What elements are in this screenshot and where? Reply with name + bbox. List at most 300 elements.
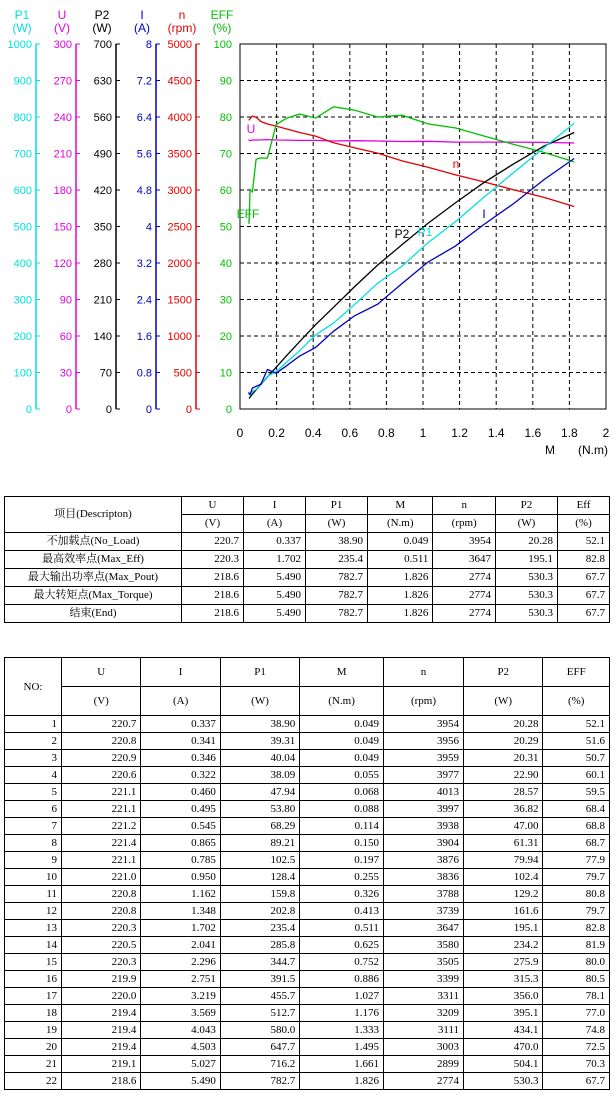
y-tick-label-n: 5000: [167, 39, 192, 51]
table-row: [5, 1022, 610, 1039]
table-row: [5, 954, 610, 971]
y-tick-label-n: 4000: [167, 112, 192, 124]
detail-value-cell: 51.6: [543, 733, 610, 750]
summary-value-cell: 82.8: [558, 551, 610, 569]
detail-value-cell: 530.3: [464, 1073, 543, 1090]
y-axis-name-n: n: [178, 8, 186, 22]
detail-row-number: 14: [5, 937, 62, 954]
y-tick-label-n: 3000: [167, 185, 192, 197]
y-tick-label-n: 500: [173, 367, 192, 380]
detail-value-cell: 47.00: [464, 818, 543, 835]
y-tick-label-p1: 0: [25, 404, 32, 416]
detail-value-cell: 3836: [383, 869, 463, 886]
x-tick-label: 0.8: [378, 426, 395, 440]
y-tick-label-p2: 560: [93, 112, 112, 124]
detail-row-number: 21: [5, 1056, 62, 1073]
x-tick-label: 1.2: [451, 426, 468, 440]
table-row: [5, 733, 610, 750]
summary-value-cell: 782.7: [306, 569, 368, 587]
detail-value-cell: 4.503: [141, 1039, 220, 1056]
y-tick-label-n: 4500: [167, 75, 192, 88]
detail-value-cell: 356.0: [464, 988, 543, 1005]
detail-table: [4, 657, 610, 1090]
y-tick-label-p1: 200: [13, 331, 32, 343]
table-row: [5, 852, 610, 869]
summary-value-cell: 235.4: [306, 551, 368, 569]
detail-header-cell: P2: [464, 658, 543, 687]
y-tick-label-i: 4.8: [136, 185, 152, 197]
summary-value-cell: 67.7: [558, 569, 610, 587]
detail-value-cell: 61.31: [464, 835, 543, 852]
table-row: [5, 750, 610, 767]
detail-value-cell: 102.4: [464, 869, 543, 886]
y-tick-label-p2: 0: [105, 404, 112, 416]
detail-row-number: 13: [5, 920, 62, 937]
detail-value-cell: 219.4: [62, 1022, 141, 1039]
detail-value-cell: 0.545: [141, 818, 220, 835]
detail-value-cell: 3956: [383, 733, 463, 750]
detail-unit-cell: (A): [141, 687, 220, 716]
summary-row: [5, 569, 610, 587]
summary-unit-cell: (W): [306, 515, 368, 533]
x-tick-label: 1: [419, 426, 427, 440]
y-tick-label-p1: 900: [13, 75, 32, 88]
detail-value-cell: 0.068: [300, 784, 384, 801]
detail-value-cell: 2.296: [141, 954, 220, 971]
detail-value-cell: 0.197: [300, 852, 384, 869]
detail-value-cell: 3647: [383, 920, 463, 937]
summary-header-cell: I: [244, 497, 306, 515]
series-line-u: [249, 140, 574, 143]
detail-value-cell: 3954: [383, 716, 463, 733]
detail-value-cell: 102.5: [220, 852, 299, 869]
series-label-u: U: [246, 122, 256, 136]
summary-unit-cell: (N.m): [368, 515, 433, 533]
x-tick-label: 0.2: [268, 426, 285, 440]
summary-value-cell: 1.826: [368, 569, 433, 587]
summary-value-cell: 220.7: [182, 533, 244, 551]
y-tick-label-i: 3.2: [136, 258, 152, 270]
y-tick-label-p2: 700: [93, 39, 112, 51]
detail-value-cell: 159.8: [220, 886, 299, 903]
series-label-i: I: [482, 207, 486, 221]
detail-unit-cell: (%): [543, 687, 610, 716]
detail-value-cell: 0.049: [300, 733, 384, 750]
detail-row-number: 9: [5, 852, 62, 869]
detail-value-cell: 2.041: [141, 937, 220, 954]
y-tick-label-eff: 60: [219, 185, 232, 197]
detail-value-cell: 220.5: [62, 937, 141, 954]
detail-value-cell: 3788: [383, 886, 463, 903]
detail-value-cell: 315.3: [464, 971, 543, 988]
detail-value-cell: 195.1: [464, 920, 543, 937]
detail-value-cell: 716.2: [220, 1056, 299, 1073]
detail-value-cell: 161.6: [464, 903, 543, 920]
detail-value-cell: 70.3: [543, 1056, 610, 1073]
detail-value-cell: 0.785: [141, 852, 220, 869]
detail-row-number: 4: [5, 767, 62, 784]
detail-value-cell: 129.2: [464, 886, 543, 903]
detail-value-cell: 4013: [383, 784, 463, 801]
detail-value-cell: 39.31: [220, 733, 299, 750]
detail-value-cell: 221.0: [62, 869, 141, 886]
summary-value-cell: 2774: [433, 587, 496, 605]
y-tick-label-p1: 400: [13, 258, 32, 270]
y-tick-label-u: 0: [65, 404, 72, 416]
summary-value-cell: 5.490: [244, 569, 306, 587]
detail-value-cell: 1.333: [300, 1022, 384, 1039]
y-tick-label-n: 1000: [167, 331, 192, 343]
detail-row-number: 1: [5, 716, 62, 733]
summary-value-cell: 67.7: [558, 605, 610, 623]
detail-row-number: 10: [5, 869, 62, 886]
y-tick-label-i: 5.6: [136, 148, 152, 161]
detail-header-cell: n: [383, 658, 463, 687]
detail-value-cell: 782.7: [220, 1073, 299, 1090]
detail-header-cell: EFF: [543, 658, 610, 687]
y-tick-label-p2: 280: [93, 258, 112, 270]
summary-header-cell: P1: [306, 497, 368, 515]
detail-row-number: 19: [5, 1022, 62, 1039]
summary-value-cell: 38.90: [306, 533, 368, 551]
detail-value-cell: 219.4: [62, 1005, 141, 1022]
detail-value-cell: 0.341: [141, 733, 220, 750]
detail-value-cell: 1.661: [300, 1056, 384, 1073]
detail-value-cell: 219.9: [62, 971, 141, 988]
summary-header-cell: n: [433, 497, 496, 515]
detail-value-cell: 3.569: [141, 1005, 220, 1022]
series-label-eff: EFF: [236, 207, 260, 221]
y-tick-label-u: 30: [59, 367, 72, 380]
detail-value-cell: 68.29: [220, 818, 299, 835]
summary-value-cell: 218.6: [182, 569, 244, 587]
y-tick-label-n: 1500: [167, 294, 192, 307]
y-tick-label-i: 2.4: [136, 294, 152, 307]
detail-row-number: 12: [5, 903, 62, 920]
y-tick-label-p1: 800: [13, 112, 32, 124]
detail-value-cell: 1.027: [300, 988, 384, 1005]
y-tick-label-u: 150: [53, 221, 72, 234]
detail-row-number: 20: [5, 1039, 62, 1056]
x-axis-label: M: [545, 443, 555, 457]
x-tick-label: 1.4: [487, 426, 505, 440]
y-tick-label-p2: 350: [93, 221, 112, 234]
summary-value-cell: 782.7: [306, 605, 368, 623]
detail-value-cell: 20.31: [464, 750, 543, 767]
summary-value-cell: 195.1: [495, 551, 557, 569]
detail-row-number: 11: [5, 886, 62, 903]
detail-value-cell: 0.114: [300, 818, 384, 835]
detail-value-cell: 3959: [383, 750, 463, 767]
detail-value-cell: 59.5: [543, 784, 610, 801]
y-tick-label-p2: 140: [93, 331, 112, 343]
detail-value-cell: 0.337: [141, 716, 220, 733]
x-tick-label: 1.6: [524, 426, 542, 440]
summary-value-cell: 2774: [433, 569, 496, 587]
detail-value-cell: 0.049: [300, 716, 384, 733]
summary-value-cell: 52.1: [558, 533, 610, 551]
detail-value-cell: 0.049: [300, 750, 384, 767]
motor-performance-chart: [0, 0, 616, 470]
summary-row: [5, 605, 610, 623]
detail-value-cell: 3977: [383, 767, 463, 784]
summary-table: [4, 496, 610, 623]
detail-value-cell: 0.326: [300, 886, 384, 903]
summary-value-cell: 3647: [433, 551, 496, 569]
detail-value-cell: 3876: [383, 852, 463, 869]
detail-row-number: 8: [5, 835, 62, 852]
summary-unit-cell: (A): [244, 515, 306, 533]
x-tick-label: 1.8: [561, 426, 578, 440]
summary-header-row: [5, 497, 610, 515]
detail-value-cell: 2899: [383, 1056, 463, 1073]
detail-header-cell: I: [141, 658, 220, 687]
detail-value-cell: 0.460: [141, 784, 220, 801]
summary-value-cell: 1.826: [368, 587, 433, 605]
y-tick-label-u: 120: [53, 258, 72, 270]
y-axis-name-u: U: [57, 8, 67, 22]
y-axis-unit-n: (rpm): [167, 21, 197, 35]
detail-value-cell: 0.865: [141, 835, 220, 852]
detail-value-cell: 3580: [383, 937, 463, 954]
series-label-n: n: [452, 157, 460, 171]
summary-value-cell: 1.826: [368, 605, 433, 623]
detail-value-cell: 5.490: [141, 1073, 220, 1090]
y-tick-label-eff: 20: [219, 331, 232, 343]
summary-unit-cell: (rpm): [433, 515, 496, 533]
detail-row-number: 15: [5, 954, 62, 971]
summary-unit-cell: (W): [495, 515, 557, 533]
detail-value-cell: 1.702: [141, 920, 220, 937]
summary-row: [5, 551, 610, 569]
detail-value-cell: 220.8: [62, 903, 141, 920]
detail-header-cell: M: [300, 658, 384, 687]
summary-value-cell: 0.337: [244, 533, 306, 551]
detail-value-cell: 80.0: [543, 954, 610, 971]
detail-value-cell: 68.8: [543, 818, 610, 835]
summary-value-cell: 0.049: [368, 533, 433, 551]
series-line-i: [249, 159, 574, 395]
y-tick-label-u: 90: [59, 294, 72, 307]
y-tick-label-n: 0: [185, 404, 192, 416]
summary-value-cell: 1.702: [244, 551, 306, 569]
detail-value-cell: 79.7: [543, 869, 610, 886]
summary-row: [5, 533, 610, 551]
detail-value-cell: 79.7: [543, 903, 610, 920]
detail-value-cell: 3997: [383, 801, 463, 818]
detail-value-cell: 38.09: [220, 767, 299, 784]
detail-value-cell: 0.511: [300, 920, 384, 937]
summary-row-label: 最大转矩点(Max_Torque): [5, 587, 182, 605]
y-tick-label-i: 0.8: [136, 367, 152, 380]
detail-value-cell: 0.322: [141, 767, 220, 784]
summary-value-cell: 0.511: [368, 551, 433, 569]
summary-unit-cell: (%): [558, 515, 610, 533]
detail-value-cell: 0.088: [300, 801, 384, 818]
x-tick-label: 0: [236, 426, 244, 440]
detail-value-cell: 220.8: [62, 886, 141, 903]
detail-header-row: [5, 658, 610, 687]
detail-value-cell: 221.1: [62, 852, 141, 869]
detail-value-cell: 0.150: [300, 835, 384, 852]
detail-value-cell: 234.2: [464, 937, 543, 954]
detail-value-cell: 1.162: [141, 886, 220, 903]
y-tick-label-u: 60: [59, 331, 72, 343]
detail-value-cell: 3111: [383, 1022, 463, 1039]
summary-row-label: 不加载点(No_Load): [5, 533, 182, 551]
detail-value-cell: 1.348: [141, 903, 220, 920]
table-row: [5, 1073, 610, 1090]
y-tick-label-p2: 630: [93, 75, 112, 88]
detail-value-cell: 2774: [383, 1073, 463, 1090]
x-axis-unit: (N.m): [578, 443, 608, 457]
y-axis-name-eff: EFF: [210, 8, 234, 22]
y-tick-label-p1: 600: [13, 185, 32, 197]
detail-value-cell: 80.5: [543, 971, 610, 988]
detail-value-cell: 0.950: [141, 869, 220, 886]
detail-header-cell: P1: [220, 658, 299, 687]
detail-row-number: 22: [5, 1073, 62, 1090]
table-row: [5, 767, 610, 784]
detail-value-cell: 22.90: [464, 767, 543, 784]
summary-row-label: 结束(End): [5, 605, 182, 623]
y-tick-label-u: 180: [53, 185, 72, 197]
table-row: [5, 1056, 610, 1073]
detail-value-cell: 50.7: [543, 750, 610, 767]
detail-value-cell: 221.1: [62, 801, 141, 818]
summary-value-cell: 5.490: [244, 605, 306, 623]
y-tick-label-u: 270: [53, 75, 72, 88]
y-tick-label-i: 8: [145, 39, 152, 51]
table-row: [5, 784, 610, 801]
detail-value-cell: 40.04: [220, 750, 299, 767]
summary-value-cell: 220.3: [182, 551, 244, 569]
series-line-n: [246, 116, 574, 206]
y-tick-label-p1: 100: [13, 367, 32, 380]
detail-value-cell: 0.886: [300, 971, 384, 988]
y-tick-label-n: 3500: [167, 148, 192, 161]
detail-value-cell: 0.625: [300, 937, 384, 954]
detail-value-cell: 218.6: [62, 1073, 141, 1090]
detail-value-cell: 3739: [383, 903, 463, 920]
y-tick-label-eff: 90: [219, 75, 232, 88]
detail-unit-cell: (W): [464, 687, 543, 716]
table-row: [5, 869, 610, 886]
y-tick-label-eff: 0: [225, 404, 232, 416]
summary-value-cell: 782.7: [306, 587, 368, 605]
detail-row-number: 3: [5, 750, 62, 767]
table-row: [5, 920, 610, 937]
detail-value-cell: 20.29: [464, 733, 543, 750]
summary-value-cell: 218.6: [182, 605, 244, 623]
detail-value-cell: 79.94: [464, 852, 543, 869]
summary-row: [5, 587, 610, 605]
y-tick-label-p2: 70: [99, 367, 112, 380]
detail-value-cell: 3938: [383, 818, 463, 835]
detail-unit-cell: (V): [62, 687, 141, 716]
detail-header-cell: U: [62, 658, 141, 687]
detail-row-number: 17: [5, 988, 62, 1005]
y-tick-label-i: 4: [145, 221, 152, 234]
summary-value-cell: 20.28: [495, 533, 557, 551]
y-tick-label-eff: 50: [219, 221, 232, 234]
y-tick-label-eff: 40: [219, 258, 232, 270]
detail-value-cell: 3003: [383, 1039, 463, 1056]
detail-value-cell: 0.255: [300, 869, 384, 886]
detail-row-number: 16: [5, 971, 62, 988]
detail-value-cell: 82.8: [543, 920, 610, 937]
summary-unit-cell: (V): [182, 515, 244, 533]
table-row: [5, 716, 610, 733]
detail-value-cell: 3.219: [141, 988, 220, 1005]
detail-unit-row: [5, 687, 610, 716]
detail-value-cell: 220.9: [62, 750, 141, 767]
detail-value-cell: 20.28: [464, 716, 543, 733]
detail-no-header: NO:: [5, 658, 62, 716]
detail-value-cell: 5.027: [141, 1056, 220, 1073]
detail-value-cell: 28.57: [464, 784, 543, 801]
y-tick-label-i: 6.4: [136, 112, 152, 124]
detail-row-number: 2: [5, 733, 62, 750]
detail-value-cell: 80.8: [543, 886, 610, 903]
y-tick-label-i: 1.6: [136, 331, 152, 343]
detail-value-cell: 344.7: [220, 954, 299, 971]
series-label-p2: P2: [394, 227, 410, 241]
summary-value-cell: 5.490: [244, 587, 306, 605]
y-tick-label-eff: 10: [219, 367, 232, 380]
summary-header-cell: M: [368, 497, 433, 515]
detail-value-cell: 470.0: [464, 1039, 543, 1056]
detail-value-cell: 36.82: [464, 801, 543, 818]
detail-value-cell: 3505: [383, 954, 463, 971]
detail-value-cell: 220.3: [62, 954, 141, 971]
detail-value-cell: 4.043: [141, 1022, 220, 1039]
y-axis-unit-eff: (%): [212, 21, 232, 35]
detail-value-cell: 78.1: [543, 988, 610, 1005]
y-tick-label-p2: 210: [93, 294, 112, 307]
y-axis-name-p1: P1: [14, 8, 30, 22]
summary-value-cell: 2774: [433, 605, 496, 623]
detail-value-cell: 47.94: [220, 784, 299, 801]
detail-value-cell: 3209: [383, 1005, 463, 1022]
detail-value-cell: 235.4: [220, 920, 299, 937]
summary-value-cell: 530.3: [495, 587, 557, 605]
summary-value-cell: 530.3: [495, 605, 557, 623]
detail-value-cell: 512.7: [220, 1005, 299, 1022]
summary-header-cell: Eff: [558, 497, 610, 515]
detail-row-number: 18: [5, 1005, 62, 1022]
detail-row-number: 6: [5, 801, 62, 818]
series-line-p2: [249, 133, 574, 399]
detail-value-cell: 0.752: [300, 954, 384, 971]
detail-value-cell: 77.9: [543, 852, 610, 869]
detail-value-cell: 128.4: [220, 869, 299, 886]
summary-value-cell: 218.6: [182, 587, 244, 605]
detail-value-cell: 391.5: [220, 971, 299, 988]
table-row: [5, 1005, 610, 1022]
y-tick-label-eff: 100: [213, 39, 232, 51]
y-tick-label-p1: 300: [13, 294, 32, 307]
detail-value-cell: 81.9: [543, 937, 610, 954]
detail-value-cell: 504.1: [464, 1056, 543, 1073]
detail-row-number: 7: [5, 818, 62, 835]
detail-value-cell: 285.8: [220, 937, 299, 954]
y-tick-label-n: 2500: [167, 221, 192, 234]
y-axis-unit-p1: (W): [12, 21, 32, 35]
table-row: [5, 886, 610, 903]
detail-value-cell: 68.4: [543, 801, 610, 818]
detail-value-cell: 202.8: [220, 903, 299, 920]
